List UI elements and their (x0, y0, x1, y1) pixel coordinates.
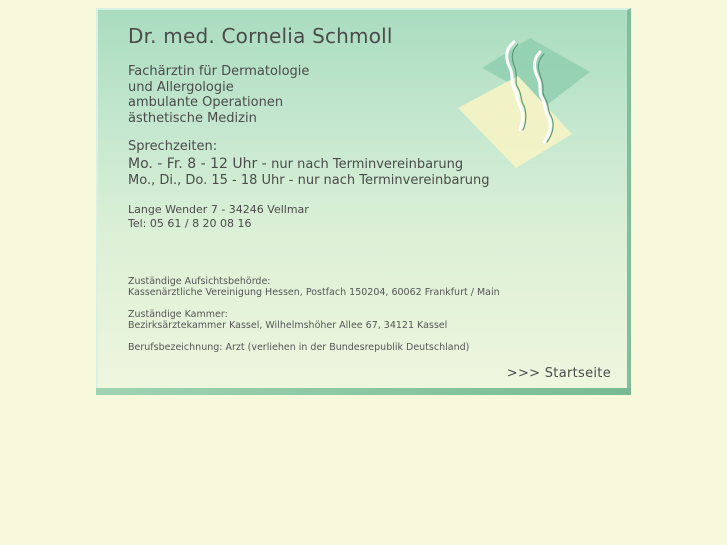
authority-text: Kassenärztliche Vereinigung Hessen, Postfach 150204, 60062 Frankfurt / Main (128, 287, 500, 298)
hours-time: Mo. - Fr. 8 - 12 Uhr - (128, 155, 272, 172)
hours-heading: Sprechzeiten: (128, 139, 218, 154)
hours-line-1 (128, 156, 490, 174)
profile-faces-logo (452, 30, 600, 172)
specialty-block (128, 64, 309, 126)
page-title: Dr. med. Cornelia Schmoll (128, 24, 393, 48)
chamber-label: Zuständige Kammer: (128, 309, 228, 320)
phone-number: Tel: 05 61 / 8 20 08 16 (128, 217, 252, 230)
specialty-line: ästhetische Medizin (128, 110, 257, 126)
specialty-line: ambulante Operationen (128, 95, 284, 110)
authority-label: Zuständige Aufsichtsbehörde: (128, 276, 271, 287)
address-block (128, 203, 309, 231)
content-card (96, 8, 631, 395)
startseite-link[interactable]: >>> Startseite (506, 366, 611, 381)
office-hours (128, 139, 490, 190)
chamber-text: Bezirksärztekammer Kassel, Wilhelmshöher Allee 67, 34121 Kassel (128, 320, 448, 331)
specialty-line: und Allergologie (128, 79, 234, 95)
hours-line-2: Mo., Di., Do. 15 - 18 Uhr - nur nach Terminvereinbarung (128, 173, 490, 188)
street-address: Lange Wender 7 - 34246 Vellmar (128, 203, 309, 216)
hours-note: nur nach Terminvereinbarung (271, 156, 464, 172)
profession-text: Berufsbezeichnung: Arzt (verliehen in der Bundesrepublik Deutschland) (128, 342, 470, 353)
legal-info (128, 276, 500, 353)
specialty-line: Fachärztin für Dermatologie (128, 64, 310, 79)
